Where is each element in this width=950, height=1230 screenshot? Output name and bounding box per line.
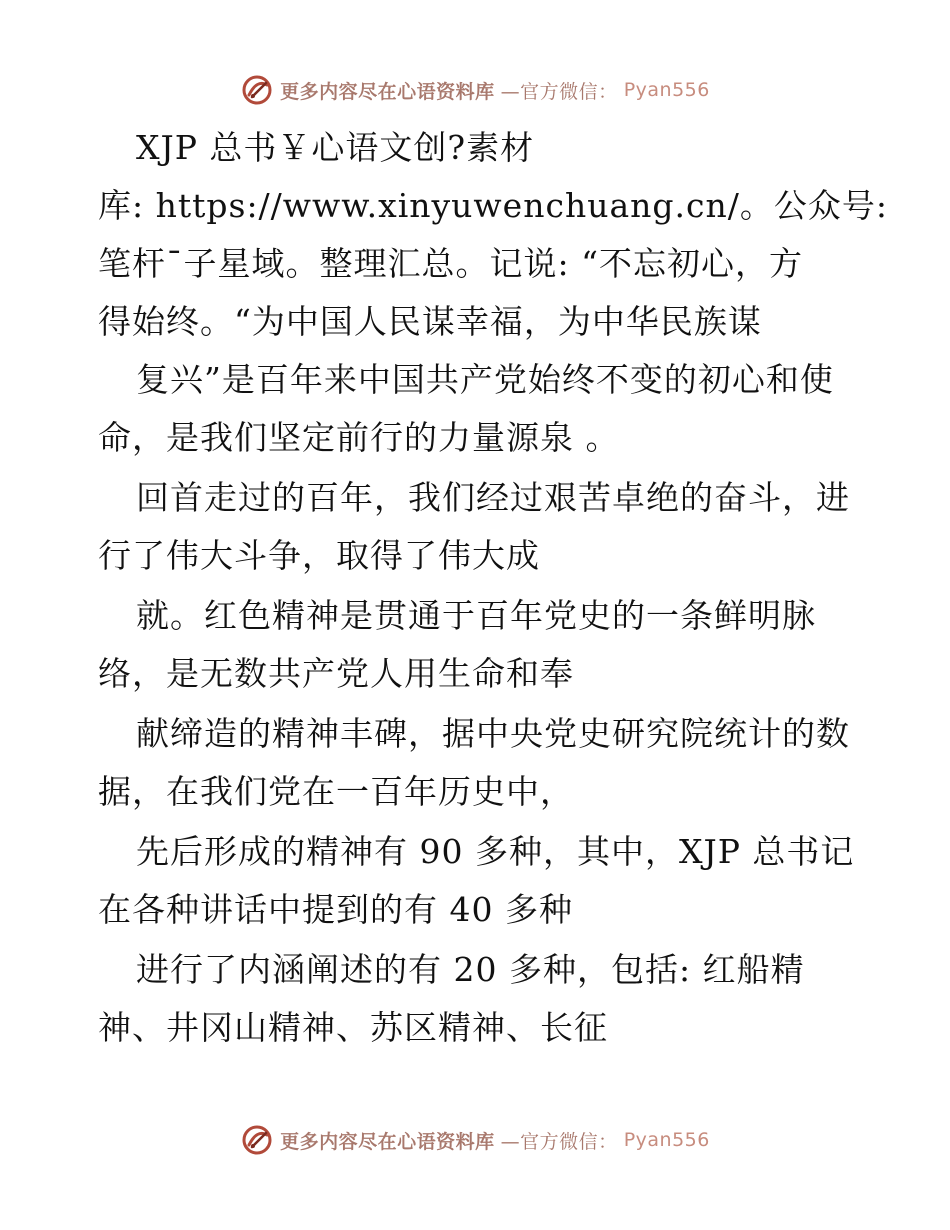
body-line-10: 络，是无数共产党人用生命和奉 xyxy=(98,654,574,693)
body-line-11: 献缔造的精神丰碑，据中央党史研究院统计的数 xyxy=(136,714,850,753)
header-banner-sub: —官方微信： xyxy=(500,80,618,103)
body-line-14: 在各种讲话中提到的有 40 多种 xyxy=(98,890,573,929)
brand-logo-icon xyxy=(240,1123,274,1157)
body-line-1: XJP 总书￥心语文创?素材 xyxy=(136,128,535,167)
header-watermark xyxy=(0,72,950,108)
body-line-9: 就。红色精神是贯通于百年党史的一条鲜明脉 xyxy=(136,596,816,635)
body-line-4: 得始终。“为中国人民谋幸福，为中华民族谋 xyxy=(98,302,762,341)
body-line-16: 神、井冈山精神、苏区精神、长征 xyxy=(98,1008,608,1047)
body-line-3: 笔杆¯子星域。整理汇总。记说: “不忘初心，方 xyxy=(98,244,803,283)
body-line-12: 据，在我们党在一百年历史中， xyxy=(98,772,574,811)
body-line-2: 库: https://www.xinyuwenchuang.cn/。公众号: xyxy=(98,186,888,225)
brand-logo-icon xyxy=(240,73,274,107)
body-line-7: 回首走过的百年，我们经过艰苦卓绝的奋斗，进 xyxy=(136,478,850,517)
footer-banner-text: 更多内容尽在心语资料库 xyxy=(280,1130,495,1153)
body-line-15: 进行了内涵阐述的有 20 多种，包括: 红船精 xyxy=(136,950,805,989)
footer-watermark xyxy=(0,1122,950,1158)
body-line-6: 命，是我们坚定前行的力量源泉 。 xyxy=(98,418,620,457)
body-line-8: 行了伟大斗争，取得了伟大成 xyxy=(98,536,540,575)
body-line-5: 复兴”是百年来中国共产党始终不变的初心和使 xyxy=(136,360,834,399)
header-wechat-handle: Pyan556 xyxy=(623,79,710,101)
header-banner-text: 更多内容尽在心语资料库 xyxy=(280,80,495,103)
footer-wechat-handle: Pyan556 xyxy=(623,1129,710,1151)
footer-banner-sub: —官方微信： xyxy=(500,1130,618,1153)
body-line-13: 先后形成的精神有 90 多种，其中，XJP 总书记 xyxy=(136,832,855,871)
